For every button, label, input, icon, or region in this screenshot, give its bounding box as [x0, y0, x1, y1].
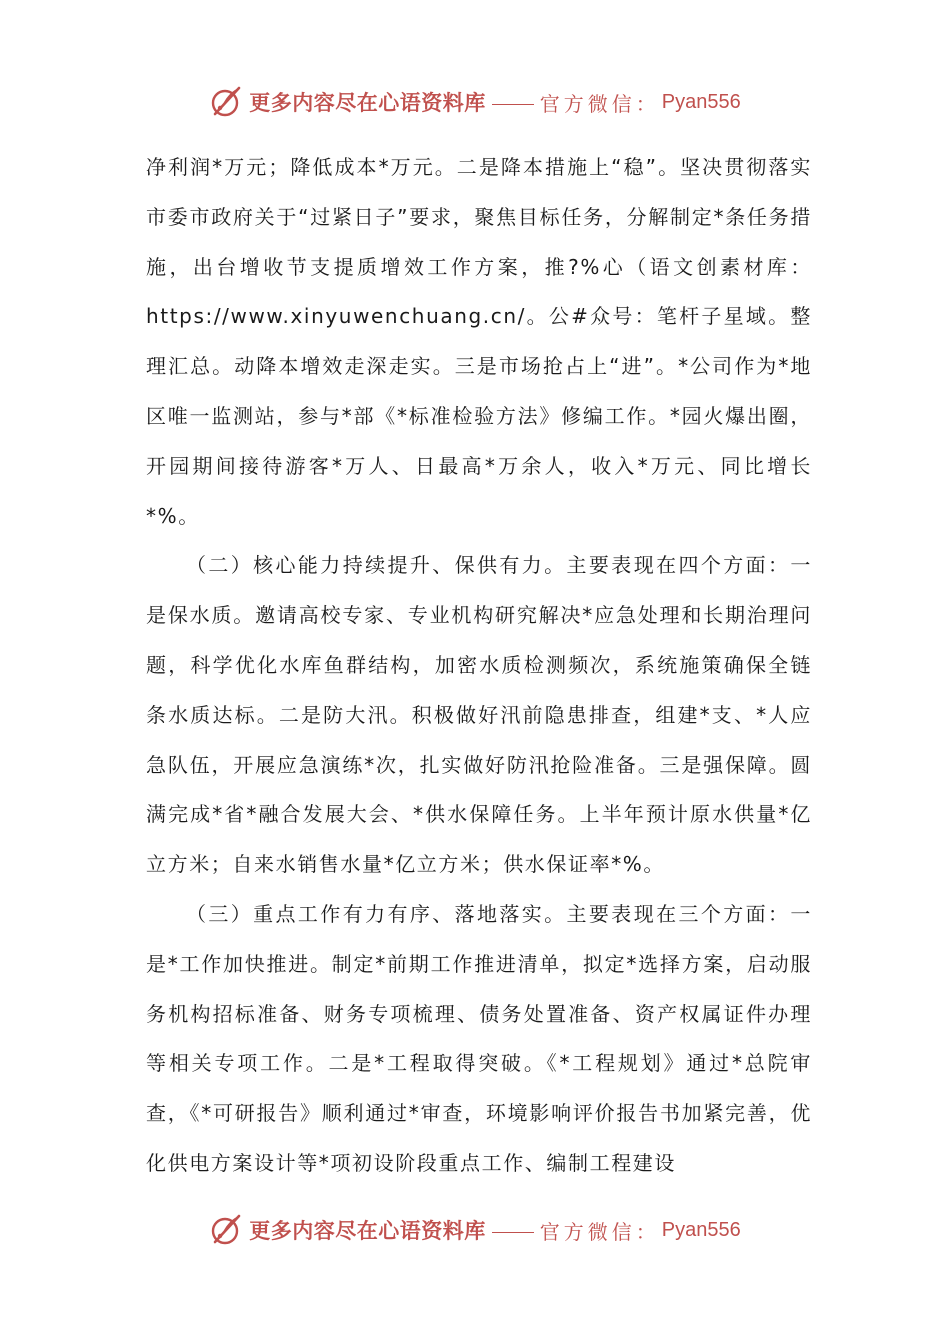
paragraph: （三）重点工作有力有序、落地落实。主要表现在三个方面：一是*工作加快推进。制定*前期工作推进清单，拟定*选择方案，启动服务机构招标准备、财务专项梳理、债务处置准备、资产权属证件办理等相关专项工作。二是*工程取得突破。《*工程规划》通过*总院审查，《*可研报告》顺利通过*审查，环境影响评价报告书加紧完善，优化供电方案设计等*项初设阶段重点工作、编制工程建设: [146, 901, 812, 1175]
footer-watermark: [0, 1210, 950, 1250]
wechat-label: 官方微信：: [539, 91, 660, 116]
quill-seal-icon: [209, 1212, 245, 1248]
wechat-id: Pyan556: [661, 90, 741, 113]
paragraph: （二）核心能力持续提升、保供有力。主要表现在四个方面：一是保水质。邀请高校专家、专业机构研究解决*应急处理和长期治理问题，科学优化水库鱼群结构，加密水质检测频次，系统施策确保全链条水质达标。二是防大汛。积极做好汛前隐患排查，组建*支、*人应急队伍，开展应急演练*次，扎实做好防汛抢险准备。三是强保障。圆满完成*省*融合发展大会、*供水保障任务。上半年预计原水供量*亿立方米；自来水销售水量*亿立方米；供水保证率*%。: [146, 553, 812, 877]
quill-seal-icon: [209, 84, 245, 120]
divider-dash: [492, 1232, 534, 1233]
header-watermark: [0, 82, 950, 122]
brand-name: 更多内容尽在心语资料库: [249, 1218, 486, 1243]
brand-name: 更多内容尽在心语资料库: [249, 90, 486, 115]
divider-dash: [492, 104, 534, 105]
paragraph: 净利润*万元；降低成本*万元。二是降本措施上“稳”。坚决贯彻落实市委市政府关于“过紧日子”要求，聚焦目标任务，分解制定*条任务措施，出台增收节支提质增效工作方案，推?%心（语文创素材库：https://www.xinyuwenchuang.cn/。公#众号：笔杆子星域。整理汇总。动降本增效走深走实。三是市场抢占上“进”。*公司作为*地区唯一监测站，参与*部《*标准检验方法》修编工作。*园火爆出圈，开园期间接待游客*万人、日最高*万余人，收入*万元、同比增长*%。: [146, 155, 813, 528]
document-body: [146, 143, 812, 1189]
wechat-label: 官方微信：: [539, 1219, 660, 1244]
wechat-id: Pyan556: [661, 1218, 741, 1241]
